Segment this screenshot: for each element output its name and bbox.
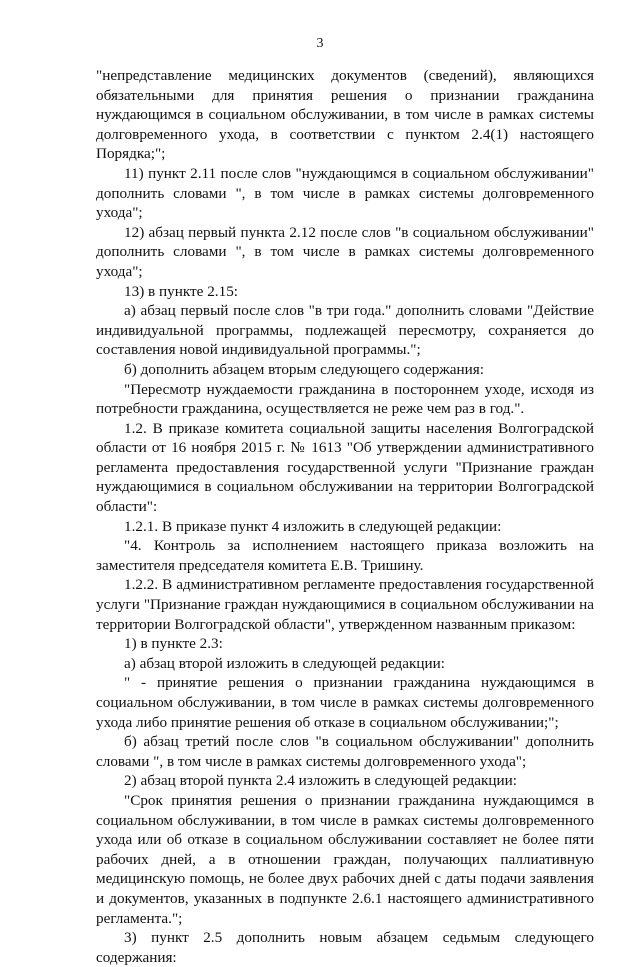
paragraph: " - принятие решения о признании гражданина нуждающимся в социальном обслуживании, в том числе в рамках системы долговременного ухода либо принятие решения об отказе в социальном обслуживании;"; xyxy=(96,674,594,731)
paragraph: "Срок принятия решения о признании гражданина нуждающимся в социальном обслуживании, в том числе в рамках системы долговременного ухода или об отказе в социальном обслуживании составляет не более пяти рабочих дней, а в отношении граждан, получающих паллиативную медицинскую помощь, не более двух рабочих дней с даты подачи заявления и документов, указанных в подпункте 2.6.1 настоящего административного регламента."; xyxy=(96,791,594,927)
paragraph: 1.2.2. В административном регламенте предоставления государственной услуги "Признание граждан нуждающимися в социальном обслуживании на территории Волгоградской области", утвержденном названным приказом: xyxy=(96,576,594,633)
paragraph: 12) абзац первый пункта 2.12 после слов "в социальном обслуживании" дополнить словами ", в том числе в рамках системы долговременного ухода"; xyxy=(96,223,594,280)
document-body xyxy=(96,66,594,967)
paragraph: 2) абзац второй пункта 2.4 изложить в следующей редакции: xyxy=(124,772,518,790)
paragraph: "непредставление медицинских документов (сведений), являющихся обязательными для принятия решения о признании гражданина нуждающимся в социальном обслуживании, в том числе в рамках системы долговременного ухода, в соответствии с пунктом 2.4(1) настоящего Порядка;"; xyxy=(96,67,594,163)
paragraph: а) абзац второй изложить в следующей редакции: xyxy=(124,654,446,672)
paragraph: б) абзац третий после слов "в социальном обслуживании" дополнить словами ", в том числе в рамках системы долговременного ухода"; xyxy=(96,733,594,770)
paragraph: 1) в пункте 2.3: xyxy=(124,635,223,653)
paragraph: 1.2.1. В приказе пункт 4 изложить в следующей редакции: xyxy=(124,517,502,535)
paragraph: 3) пункт 2.5 дополнить новым абзацем седьмым следующего содержания: xyxy=(96,929,594,966)
paragraph: 1.2. В приказе комитета социальной защиты населения Волгоградской области от 16 ноября 2015 г. № 1613 "Об утверждении административного регламента предоставления государственной услуги "Признание граждан нуждающимися в социальном обслуживании на территории Волгоградской области": xyxy=(96,419,594,516)
paragraph: б) дополнить абзацем вторым следующего содержания: xyxy=(124,360,484,378)
paragraph: "4. Контроль за исполнением настоящего приказа возложить на заместителя председателя комитета Е.В. Тришину. xyxy=(96,537,594,574)
page-number: 3 xyxy=(316,36,324,51)
paragraph: 13) в пункте 2.15: xyxy=(124,282,239,300)
paragraph: а) абзац первый после слов "в три года." дополнить словами "Действие индивидуальной программы, подлежащей пересмотру, сохраняется до составления новой индивидуальной программы."; xyxy=(96,302,594,359)
paragraph: 11) пункт 2.11 после слов "нуждающимся в социальном обслуживании" дополнить словами ", в том числе в рамках системы долговременного ухода"; xyxy=(96,164,594,222)
paragraph: "Пересмотр нуждаемости гражданина в постороннем уходе, исходя из потребности гражданина, осуществляется не реже чем раз в год.". xyxy=(96,380,594,418)
